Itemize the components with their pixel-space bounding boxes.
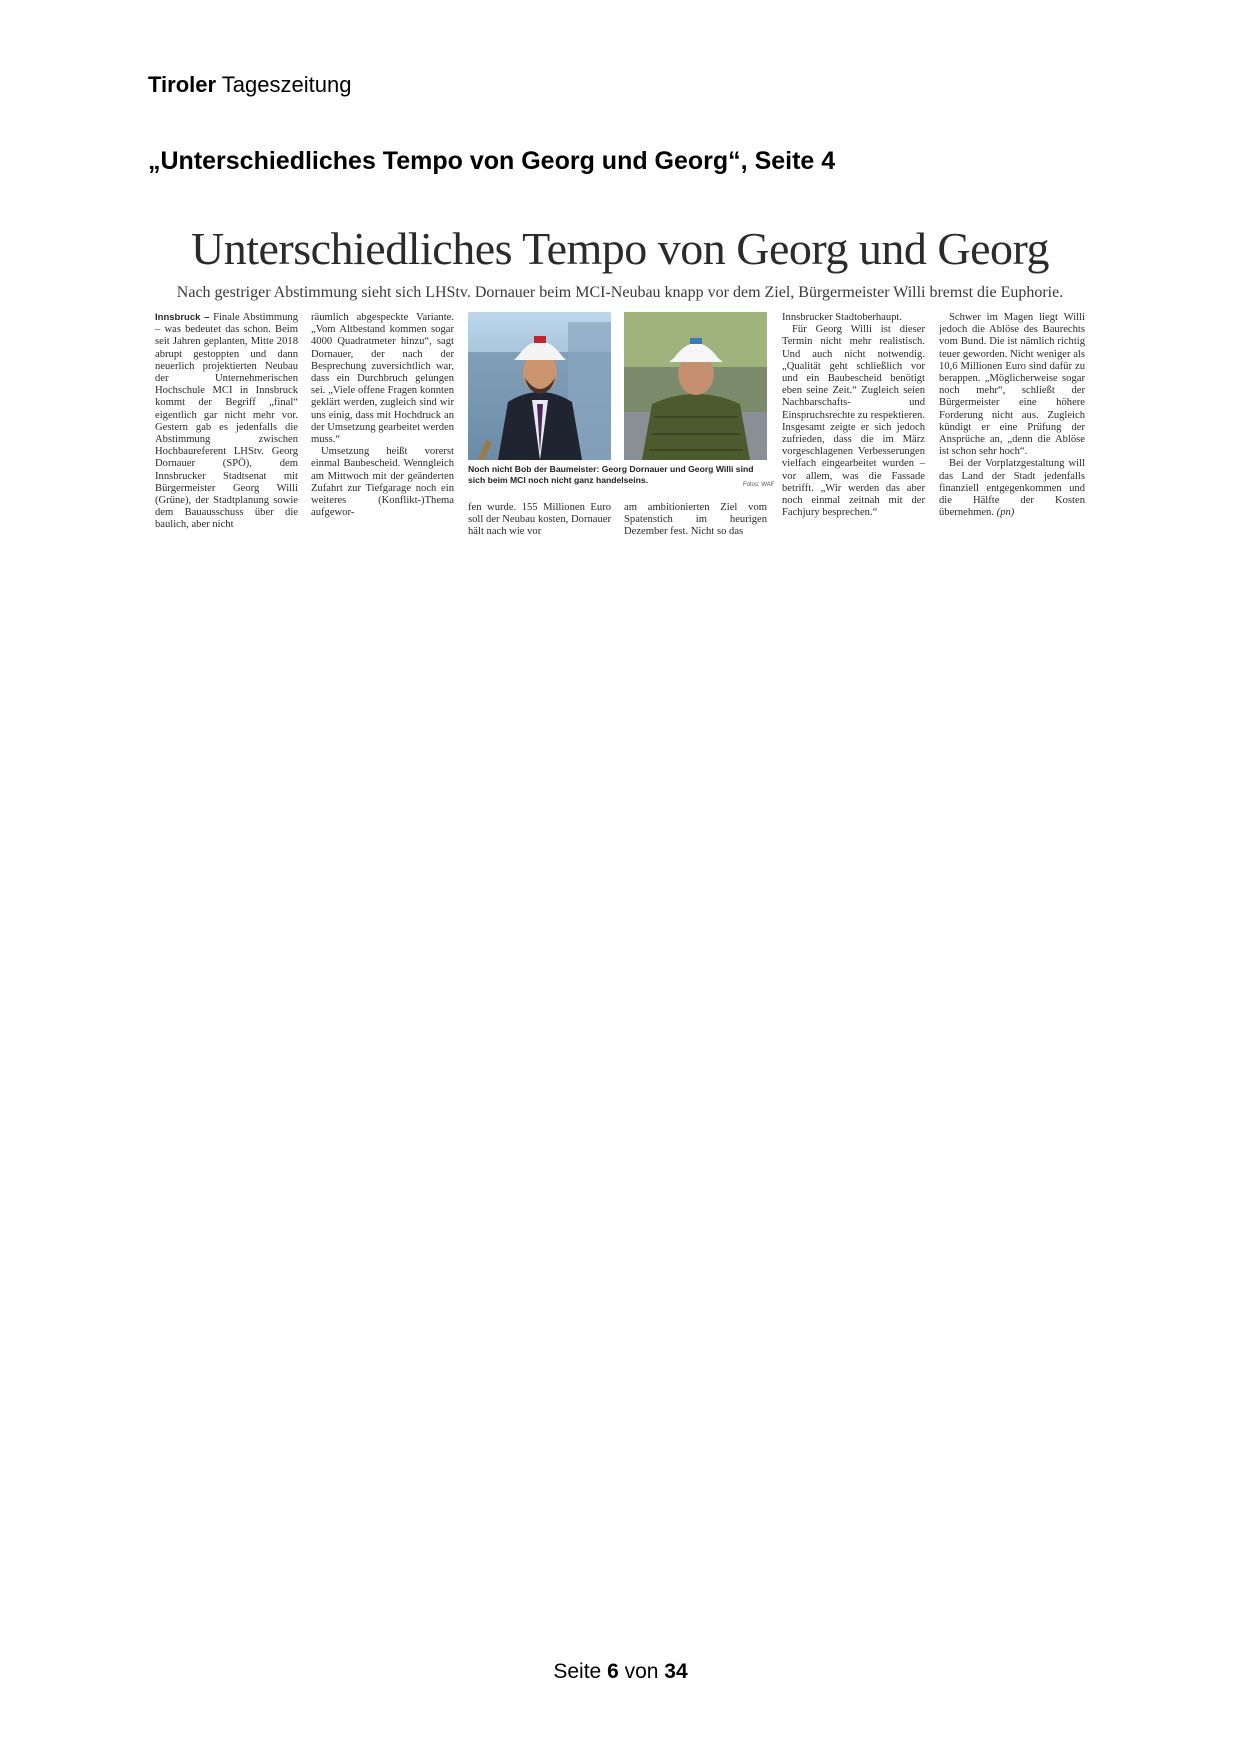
total-pages: 34 [664, 1660, 688, 1683]
column-4-paragraph: am ambitionierten Ziel vom Spatenstich im heurigen Dezember fest. Nicht so das [624, 502, 767, 538]
article-column-4 [624, 502, 767, 544]
column-1-paragraph [155, 312, 298, 532]
photo-willi [624, 312, 767, 460]
publication-name-rest: Tageszeitung [221, 72, 352, 97]
current-page: 6 [607, 1660, 619, 1683]
newspaper-clipping [155, 222, 1085, 544]
column-5-paragraph-1: Innsbrucker Stadtoberhaupt. [782, 312, 903, 323]
article-column-3 [468, 502, 611, 544]
publication-name-bold: Tiroler [148, 72, 217, 97]
photo-credit: Fotos: WAF [743, 482, 775, 488]
page-prefix: Seite [553, 1660, 602, 1683]
column-6-paragraph-2-text: Bei der Vorplatzgestaltung will das Land der Stadt jedenfalls finanziell entgegenkommen und die Hälfte der Kosten übernehmen. [939, 458, 1085, 519]
photo-dornauer [468, 312, 611, 460]
article-column-5 [782, 312, 925, 542]
article-column-2 [311, 312, 454, 542]
author-signature: (pn) [996, 507, 1015, 519]
column-2-paragraph-1: räumlich abgespeckte Variante. „Vom Altbestand kommen sogar 4000 Quadratmeter hinzu“, sagt Dornauer, der nach der Besprechung zuversichtlich war, dass ein Durchbruch gelungen sei. „Viele offene Fragen konnten geklärt werden, zugleich sind wir uns einig, dass mit Hochdruck an der Umsetzung gearbeitet werden muss.“ [311, 312, 454, 446]
column-5-paragraph-2: Für Georg Willi ist dieser Termin nicht mehr realistisch. Und auch nicht notwendig. „Qualität geht schließlich vor und ein Baubescheid benötigt eben seine Zeit.“ Zugleich seien Nachbarschafts- und Einspruchsrechte zu respektieren. Insgesamt zeigte er sich jedoch zufrieden, dass die im März vorgeschlagenen Verbesserungen vielfach eingearbeitet wurden – vor allem, was die Fassade betrifft. „Wir werden das aber noch einmal zeitnah mit der Fachjury besprechen.“ [782, 324, 925, 519]
article-column-1 [155, 312, 298, 542]
dateline: Innsbruck – [155, 312, 210, 323]
column-6-paragraph-2 [939, 458, 1085, 519]
article-reference: „Unterschiedliches Tempo von Georg und Georg“, Seite 4 [148, 147, 836, 175]
photo-caption: Noch nicht Bob der Baumeister: Georg Dornauer und Georg Willi sind sich beim MCI noch nicht ganz handelseins. [468, 464, 754, 485]
column-3-paragraph: fen wurde. 155 Millionen Euro soll der Neubau kosten, Dornauer hält nach wie vor [468, 502, 611, 538]
column-6-paragraph-1: Schwer im Magen liegt Willi jedoch die Ablöse des Baurechts vom Bund. Die ist nämlich richtig teuer geworden. Nicht weniger als 10,6 Millionen Euro sind dafür zu berappen. „Möglicherweise sogar noch mehr“, schließt der Bürgermeister eine höhere Forderung nicht aus. Zugleich kündigt er eine Prüfung der Ansprüche an, „denn die Ablöse ist schon sehr hoch“. [939, 312, 1085, 458]
article-headline: Unterschiedliches Tempo von Georg und Georg [190, 223, 1050, 274]
column-1-text: Finale Abstimmung – was bedeutet das schon. Beim seit Jahren geplanten, Mitte 2018 abrupt gestoppten und dann neuerlich projektierten Neubau der Unternehmerischen Hochschule MCI in Innsbruck kommt der Begriff „final“ eigentlich gar nicht mehr vor. Gestern gab es jedenfalls die Abstimmung zwischen Hochbaureferent LHStv. Georg Dornauer (SPÖ), dem Innsbrucker Stadtsenat mit Bürgermeister Georg Willi (Grüne), der Stadtplanung sowie dem Bauausschuss über die baulich, aber nicht [155, 312, 298, 531]
article-column-6 [939, 312, 1085, 542]
publication-name [148, 72, 351, 98]
column-2-paragraph-2: Umsetzung heißt vorerst einmal Baubescheid. Wenngleich am Mittwoch mit der geänderten Zufahrt zur Tiefgarage noch ein weiteres (Konflikt-)Thema aufgewor- [311, 446, 454, 519]
article-subheadline: Nach gestriger Abstimmung sieht sich LHStv. Dornauer beim MCI-Neubau knapp vor dem Ziel, Bürgermeister Willi bremst die Euphorie. [176, 284, 1064, 301]
page-number [0, 1660, 1241, 1684]
page-middle: von [624, 1660, 659, 1683]
